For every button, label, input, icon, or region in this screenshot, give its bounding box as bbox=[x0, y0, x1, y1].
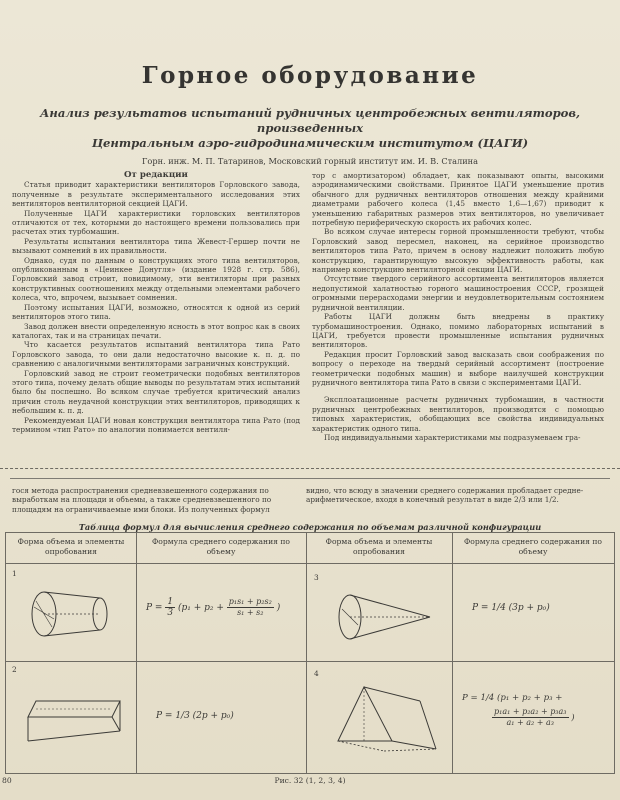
paragraph: Однако, судя по данным о конструкциях этого типа вентиляторов, опубликованным в «Цеинкее Донугля» (издание 1928 г. стр. 586), Горловский завод строит, повидимому, эти вентиляторы при разных конструктивных соотношениях между отдельными элементами рабочего колеса, что, впрочем, вызывает сомнения. bbox=[12, 255, 300, 303]
separator-rule bbox=[0, 468, 620, 469]
author-line: Горн. инж. М. П. Татаринов, Московский горный институт им. И. В. Сталина bbox=[142, 156, 478, 166]
row-number: 1 bbox=[12, 569, 17, 578]
paragraph: Рекомендуемая ЦАГИ новая конструкция вентилятора типа Рато (под термином «тип Рато» по аналогии понимается вентиля- bbox=[12, 415, 300, 434]
table-col-header: Форма объема и элементы опробования bbox=[325, 537, 433, 556]
figure-triangular-prism bbox=[324, 679, 450, 769]
paragraph: Отсутствие твердого серийного ассортимента вентиляторов является недопустимой халатностью горного машиностроения СССР, грозящей огромными перерасходами энергии и неудовлетворительным состоянием рудничной вентиляции. bbox=[312, 274, 604, 312]
paragraph: Эксплоатационные расчеты рудничных турбомашин, в частности рудничных центробежных вентиляторов, производятся с помощью типовых характеристик, обобщающих все свойства индивидуальных характеристик одного типа. bbox=[312, 395, 604, 433]
figure-caption: Рис. 32 (1, 2, 3, 4) bbox=[274, 776, 346, 785]
table-col-header: Формула среднего содержания по объему bbox=[151, 537, 290, 556]
row-number: 3 bbox=[314, 573, 319, 582]
article-title bbox=[20, 106, 600, 151]
left-column bbox=[12, 171, 300, 434]
article-title-line-1: Анализ результатов испытаний рудничных центробежных вентиляторов, произведенных bbox=[39, 106, 581, 135]
paragraph: Горловский завод не строит геометрически подобных вентиляторов этого типа, почему делать общие выводы по результатам этих испытаний было бы поспешно. Во всяком случае требуется критический анализ причин столь неудачной конструкции этих вентиляторов, приводящих к небольшим к. п. д. bbox=[12, 368, 300, 416]
paragraph: Во всяком случае интересы горной промышленности требуют, чтобы Горловский завод пересмел, наконец, на серийное производство вентиляторов типа Рато, причем в основу надлежит положить любую конструкцию, гарантирующую высокую эффективность работы, как например конструкцию вентиляторной секции ЦАГИ. bbox=[312, 227, 604, 275]
paragraph: гося метода распространения средневзвешенного содержания по выработкам на площади и объемы, а также средневзвешенного по площадям на ограничиваемые ими блоки. Из полученных формул bbox=[12, 486, 272, 514]
paragraph: Полученные ЦАГИ характеристики горловских вентиляторов отличаются от тех, которыми до настоящего времени пользовались при расчетах этих турбомашин. bbox=[12, 208, 300, 237]
article-title-line-2: Центральным аэро-гидродинамическим институтом (ЦАГИ) bbox=[91, 136, 529, 150]
paragraph: Результаты испытания вентилятора типа Жевест-Гершер почти не вызывают сомнений в их правильности. bbox=[12, 236, 300, 256]
paragraph: Что касается результатов испытаний вентилятора типа Рато Горловского завода, то они дали недостаточно высокие к. п. д. по сравнению с аналогичными вентиляторами заграничных конструкций. bbox=[12, 340, 300, 369]
formula-1: P = $\frac{1}{3}$ (p₁ + p₂ + $\frac{\text{p₁s₁ + p₂s₂}}{\text{s₁ + s₂}}$ ) bbox=[146, 597, 281, 618]
formula-3: P = 1/4 (3p + p₀) bbox=[472, 603, 550, 613]
figure-cone bbox=[320, 579, 440, 655]
formula-table bbox=[5, 532, 615, 774]
formula-4: P = 1/4 (p₁ + p₂ + p₃ + $\frac{\text{p₁a₁ + p₂a₂ + p₃a₃}}{\text{a₁ + a₂ + a₃}}$ ) bbox=[462, 693, 575, 727]
paragraph: Статья приводит характеристики вентиляторов Горловского завода, полученные в результате экспериментального исследования этих вентиляторов вентиляторной секцией ЦАГИ. bbox=[12, 180, 300, 209]
paragraph: Редакция просит Горловский завод высказать свои соображения по вопросу о переходе на твердый серийный ассортимент (построение геометрически подобных машин) и выборе наилучшей конструкции рудничного вентилятора типа Рато в связи с экспериментами ЦАГИ. bbox=[312, 349, 604, 387]
paragraph: Под индивидуальными характеристиками мы подразумеваем гра- bbox=[324, 432, 581, 442]
separator-rule bbox=[10, 478, 610, 479]
bottom-left-text bbox=[12, 486, 304, 514]
row-number: 2 bbox=[12, 665, 17, 674]
bottom-right-text bbox=[306, 486, 604, 505]
formula-2: P = 1/3 (2p + p₀) bbox=[156, 711, 234, 721]
table-title: Таблица формул для вычисления среднего содержания по объемам различной конфигурации bbox=[78, 522, 542, 532]
row-number: 4 bbox=[314, 669, 319, 678]
editorial-heading: От редакции bbox=[124, 170, 188, 180]
paragraph: Работы ЦАГИ должны быть внедрены в практику турбомашиностроения. Однако, помимо лабораторных испытаний в ЦАГИ, требуется провести промышленные испытания рудничных вентиляторов. bbox=[312, 312, 604, 350]
section-title: Горное оборудование bbox=[141, 62, 479, 89]
figure-truncated-cone bbox=[24, 579, 124, 649]
table-col-header: Форма объема и элементы опробования bbox=[17, 537, 125, 556]
figure-wedge bbox=[20, 679, 132, 759]
right-column bbox=[312, 171, 604, 442]
paragraph: Поэтому испытания ЦАГИ, возможно, относятся к одной из серий вентиляторов этого типа. bbox=[12, 302, 300, 322]
page-number: 80 bbox=[2, 776, 12, 785]
paragraph: видно, что всюду в значении среднего содержания пробладает средне-арифметическое, входя в конечный результат в виде 2/3 или 1/2. bbox=[306, 486, 584, 505]
paragraph: Завод должен внести определенную ясность в этот вопрос как в своих каталогах, так и на страницах печати. bbox=[12, 321, 300, 340]
table-col-header: Формула среднего содержания по объему bbox=[463, 537, 602, 556]
paragraph: тор с амортизатором) обладает, как показывают опыты, высокими аэродинамическими свойствами. Принятое ЦАГИ уменьшение против обычного для рудничных вентиляторов отношения между крайними диаметрами рабочего колеса (1,45 вместо 1,6—1,67) приводит к уменьшению габаритных размеров этих вентиляторов, но увеличивает потребную периферическую скорость их рабочих колес. bbox=[312, 171, 604, 228]
